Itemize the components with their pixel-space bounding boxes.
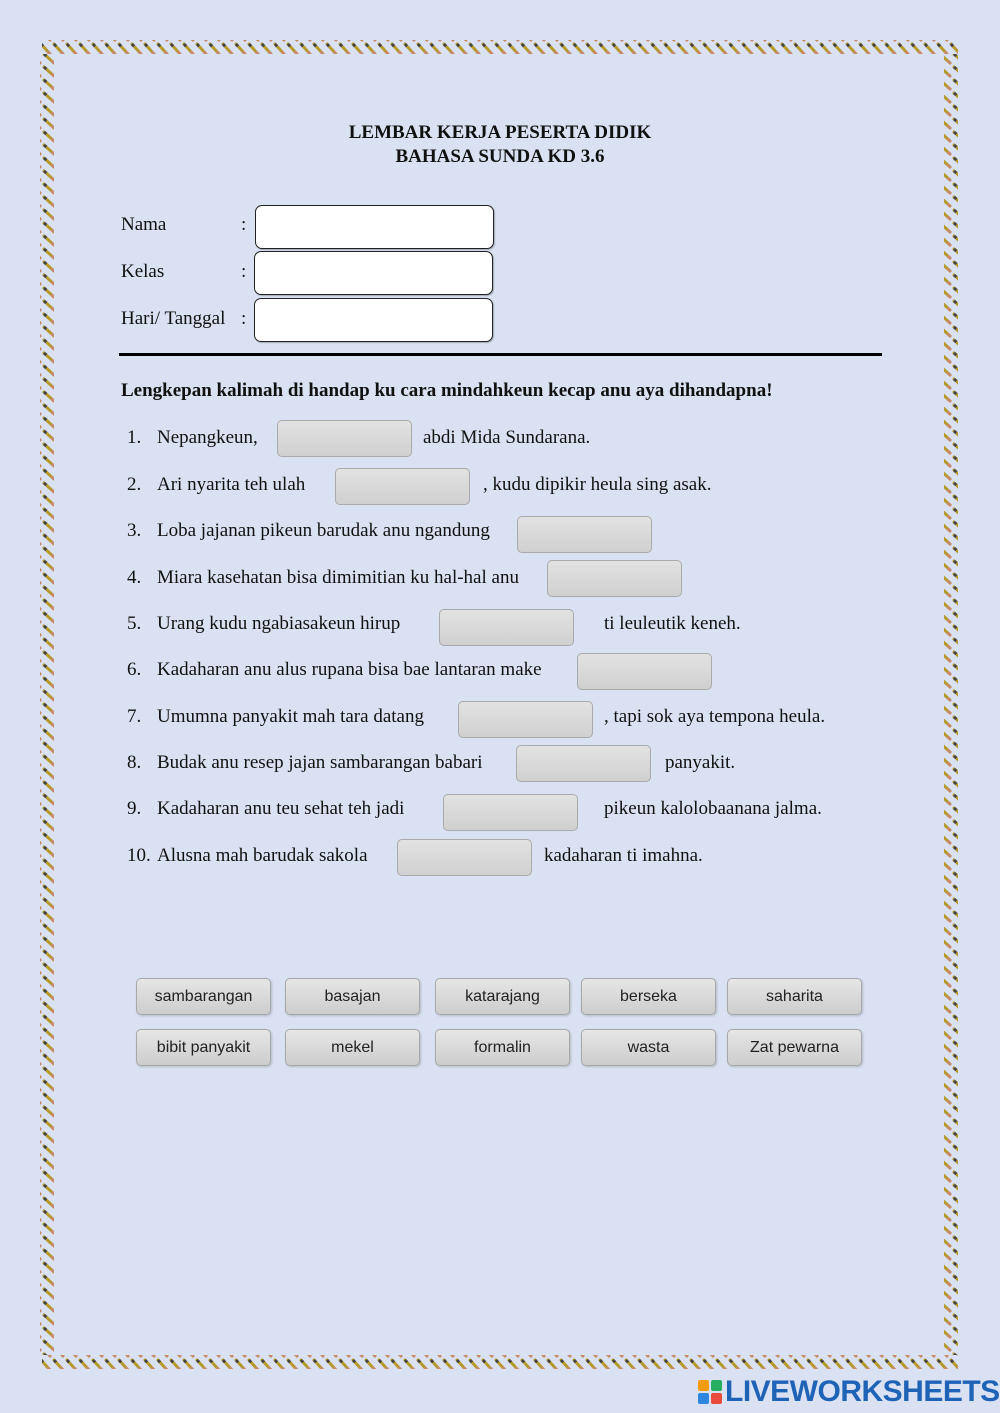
question-1-suffix: abdi Mida Sundarana. [423, 427, 591, 448]
word-chip-mekel[interactable]: mekel [285, 1029, 420, 1066]
question-5-suffix: ti leuleutik keneh. [604, 613, 741, 634]
date-label: Hari/ Tanggal [121, 308, 226, 329]
word-chip-saharita[interactable]: saharita [727, 978, 862, 1015]
word-chip-berseka[interactable]: berseka [581, 978, 716, 1015]
word-chip-katarajang[interactable]: katarajang [435, 978, 570, 1015]
question-5-number: 5. [127, 613, 142, 634]
liveworksheets-logo [697, 1375, 1000, 1409]
class-label: Kelas [121, 261, 165, 282]
question-8-drop-slot[interactable] [516, 745, 651, 782]
question-6-number: 6. [127, 659, 142, 680]
question-10-suffix: kadaharan ti imahna. [544, 845, 703, 866]
word-chip-sambarangan[interactable]: sambarangan [136, 978, 271, 1015]
question-8-suffix: panyakit. [665, 752, 736, 773]
question-10-drop-slot[interactable] [397, 839, 532, 876]
word-chip-basajan[interactable]: basajan [285, 978, 420, 1015]
word-chip-wasta[interactable]: wasta [581, 1029, 716, 1066]
date-colon: : [241, 308, 247, 329]
question-3-drop-slot[interactable] [517, 516, 652, 553]
question-1-drop-slot[interactable] [277, 420, 412, 457]
question-8-text: Budak anu resep jajan sambarangan babari [157, 752, 483, 773]
question-1-text: Nepangkeun, [157, 427, 258, 448]
word-chip-bibit-panyakit[interactable]: bibit panyakit [136, 1029, 271, 1066]
question-7-text: Umumna panyakit mah tara datang [157, 706, 424, 727]
question-7-suffix: , tapi sok aya tempona heula. [604, 706, 826, 727]
question-9-number: 9. [127, 798, 142, 819]
name-input[interactable] [255, 205, 494, 249]
instruction-text: Lengkepan kalimah di handap ku cara mindahkeun kecap anu aya dihandapna! [121, 380, 773, 401]
liveworksheets-logo-text: LIVEWORKSHEETS [725, 1375, 1000, 1408]
date-input[interactable] [254, 298, 493, 342]
question-6-text: Kadaharan anu alus rupana bisa bae lantaran make [157, 659, 542, 680]
question-5-text: Urang kudu ngabiasakeun hirup [157, 613, 401, 634]
question-4-drop-slot[interactable] [547, 560, 682, 597]
question-9-drop-slot[interactable] [443, 794, 578, 831]
question-8-number: 8. [127, 752, 142, 773]
question-5-drop-slot[interactable] [439, 609, 574, 646]
question-6-drop-slot[interactable] [577, 653, 712, 690]
question-2-suffix: , kudu dipikir heula sing asak. [483, 474, 712, 495]
name-label: Nama [121, 214, 167, 235]
question-3-number: 3. [127, 520, 142, 541]
question-10-number: 10. [127, 845, 151, 866]
question-1-number: 1. [127, 427, 142, 448]
question-4-number: 4. [127, 567, 142, 588]
word-chip-zat-pewarna[interactable]: Zat pewarna [727, 1029, 862, 1066]
question-3-text: Loba jajanan pikeun barudak anu ngandung [157, 520, 490, 541]
question-7-number: 7. [127, 706, 142, 727]
question-4-text: Miara kasehatan bisa dimimitian ku hal-hal anu [157, 567, 519, 588]
header-divider [119, 353, 882, 356]
question-2-text: Ari nyarita teh ulah [157, 474, 306, 495]
question-2-drop-slot[interactable] [335, 468, 470, 505]
word-chip-formalin[interactable]: formalin [435, 1029, 570, 1066]
liveworksheets-logo-icon [697, 1379, 723, 1405]
class-colon: : [241, 261, 247, 282]
question-9-suffix: pikeun kalolobaanana jalma. [604, 798, 822, 819]
question-2-number: 2. [127, 474, 142, 495]
question-10-text: Alusna mah barudak sakola [157, 845, 368, 866]
question-7-drop-slot[interactable] [458, 701, 593, 738]
worksheet-title: LEMBAR KERJA PESERTA DIDIK [348, 122, 652, 143]
class-input[interactable] [254, 251, 493, 295]
question-9-text: Kadaharan anu teu sehat teh jadi [157, 798, 405, 819]
name-colon: : [241, 214, 247, 235]
worksheet-subtitle: BAHASA SUNDA KD 3.6 [395, 146, 605, 167]
